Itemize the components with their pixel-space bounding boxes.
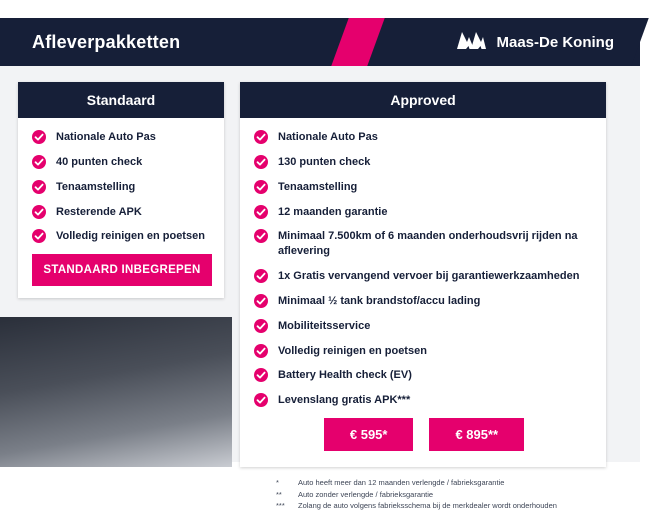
- list-item: [32, 205, 212, 220]
- footnotes: [276, 477, 622, 512]
- check-icon: [254, 368, 268, 382]
- feature-label: 12 maanden garantie: [278, 205, 388, 218]
- list-item: [254, 229, 594, 259]
- standard-package-body: [18, 118, 224, 298]
- feature-label: Volledig reinigen en poetsen: [278, 344, 427, 357]
- standard-package-card: [18, 82, 224, 298]
- footnote-marker: ***: [276, 501, 285, 511]
- standard-package-title: Standaard: [18, 82, 224, 118]
- brand-logo: [456, 18, 614, 66]
- list-item: [254, 205, 594, 220]
- feature-label: Minimaal 7.500km of 6 maanden onderhoudsvrij rijden na aflevering: [278, 230, 578, 258]
- feature-label: Nationale Auto Pas: [278, 131, 378, 143]
- background-car-photo: [0, 317, 232, 467]
- feature-label: Volledig reinigen en poetsen: [56, 230, 205, 243]
- check-icon: [254, 155, 268, 169]
- feature-label: Levenslang gratis APK***: [278, 394, 411, 407]
- feature-label: Tenaamstelling: [56, 180, 136, 193]
- poster: [0, 18, 640, 511]
- footnote-item: [276, 500, 622, 512]
- list-item: [254, 344, 594, 359]
- check-icon: [32, 229, 46, 243]
- feature-label: Resterende APK: [56, 205, 142, 218]
- footnote-item: [276, 477, 622, 489]
- list-item: [32, 155, 212, 170]
- feature-label: Mobiliteitsservice: [278, 319, 371, 332]
- price-row: [254, 418, 594, 451]
- check-icon: [32, 130, 46, 144]
- check-icon: [254, 229, 268, 243]
- price-option-2[interactable]: € 895**: [429, 418, 524, 451]
- page-title: Afleverpakketten: [32, 31, 181, 52]
- poster-body: [0, 66, 640, 467]
- m-logo-icon: [456, 28, 486, 57]
- list-item: [254, 319, 594, 334]
- footnote-text: Zolang de auto volgens fabrieksschema bij de merkdealer wordt onderhouden: [298, 501, 557, 511]
- list-item: [254, 294, 594, 309]
- list-item: [254, 393, 594, 408]
- check-icon: [32, 180, 46, 194]
- check-icon: [32, 155, 46, 169]
- check-icon: [254, 130, 268, 144]
- check-icon: [254, 269, 268, 283]
- standard-feature-list: [32, 130, 212, 244]
- check-icon: [254, 393, 268, 407]
- check-icon: [254, 180, 268, 194]
- list-item: [254, 180, 594, 195]
- brand-name: Maas-De Koning: [496, 33, 614, 51]
- check-icon: [254, 344, 268, 358]
- price-option-1[interactable]: € 595*: [324, 418, 414, 451]
- feature-label: 40 punten check: [56, 155, 143, 168]
- list-item: [32, 180, 212, 195]
- check-icon: [254, 319, 268, 333]
- list-item: [254, 269, 594, 284]
- check-icon: [254, 294, 268, 308]
- check-icon: [254, 205, 268, 219]
- approved-package-card: [240, 82, 606, 467]
- footnote-text: Auto zonder verlengde / fabrieksgarantie: [298, 489, 434, 499]
- footnote-marker: **: [276, 489, 282, 499]
- footnote-marker: *: [276, 478, 279, 488]
- poster-header: [0, 18, 640, 66]
- approved-feature-list: [254, 130, 594, 408]
- feature-label: Nationale Auto Pas: [56, 131, 156, 143]
- standaard-inbegrepen-button[interactable]: STANDAARD INBEGREPEN: [32, 254, 212, 286]
- feature-label: 130 punten check: [278, 155, 371, 168]
- approved-package-title: Approved: [240, 82, 606, 118]
- list-item: [32, 229, 212, 244]
- list-item: [32, 130, 212, 145]
- list-item: [254, 155, 594, 170]
- footnote-text: Auto heeft meer dan 12 maanden verlengde / fabrieksgarantie: [298, 478, 505, 488]
- approved-package-body: [240, 118, 606, 467]
- list-item: [254, 368, 594, 383]
- check-icon: [32, 205, 46, 219]
- feature-label: Minimaal ½ tank brandstof/accu lading: [278, 294, 481, 307]
- feature-label: Tenaamstelling: [278, 180, 358, 193]
- feature-label: Battery Health check (EV): [278, 369, 412, 382]
- list-item: [254, 130, 594, 145]
- footnote-item: [276, 489, 622, 501]
- feature-label: 1x Gratis vervangend vervoer bij garantiewerkzaamheden: [278, 270, 580, 283]
